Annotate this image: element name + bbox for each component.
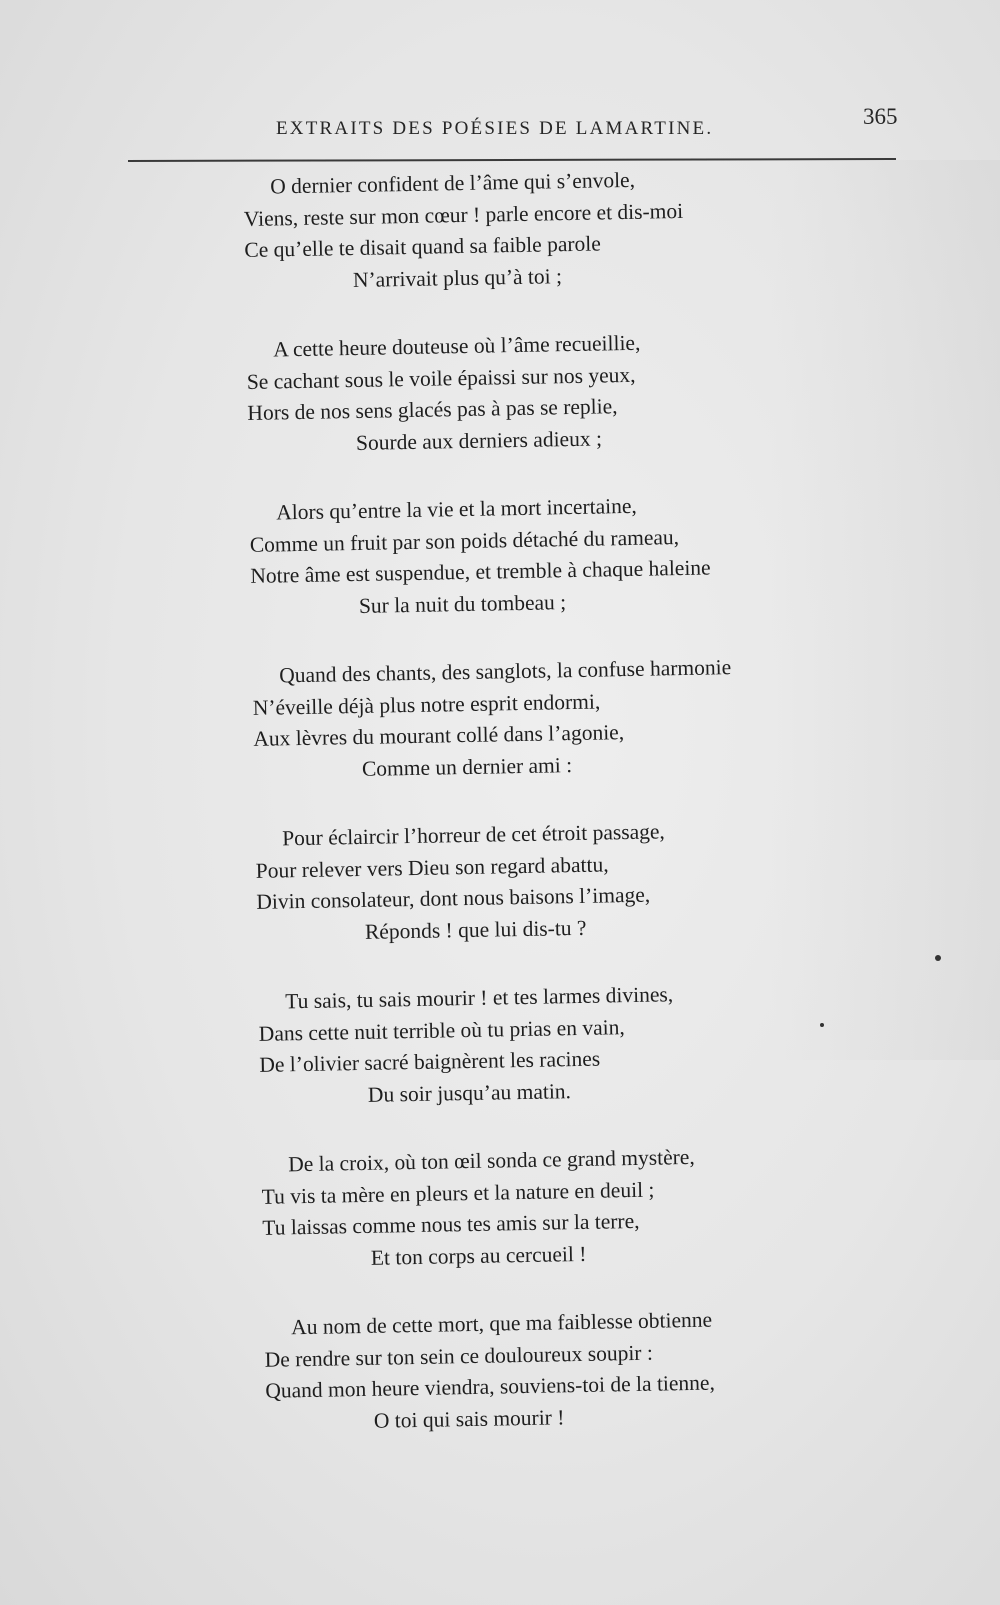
verse-line: Tu vis ta mère en pleurs et la nature en deuil ; <box>261 1177 655 1209</box>
verse-line: Tu sais, tu sais mourir ! et tes larmes divines, <box>284 982 674 1014</box>
stanza <box>246 325 808 461</box>
verse-line: O toi qui sais mourir ! <box>373 1404 565 1433</box>
stanza <box>243 162 805 298</box>
stanza <box>255 814 817 950</box>
stanza <box>252 651 814 787</box>
ink-speck <box>820 1023 824 1027</box>
ink-speck <box>935 955 941 961</box>
page-number: 365 <box>863 104 898 129</box>
verse-line: Du soir jusqu’au matin. <box>367 1078 572 1107</box>
verse-line: Divin consolateur, dont nous baisons l’image, <box>256 882 651 914</box>
verse-line: Comme un fruit par son poids détaché du rameau, <box>249 524 680 557</box>
poem-body <box>243 162 827 1476</box>
verse-line: Sur la nuit du tombeau ; <box>358 589 567 618</box>
verse-line: Se cachant sous le voile épaissi sur nos yeux, <box>246 362 636 394</box>
verse-line: Viens, reste sur mon cœur ! parle encore et dis-moi <box>243 198 684 231</box>
verse-line: Pour éclaircir l’horreur de cet étroit passage, <box>281 819 666 851</box>
verse-line: Quand des chants, des sanglots, la confuse harmonie <box>279 655 732 688</box>
verse-line: Pour relever vers Dieu son regard abattu, <box>255 851 609 883</box>
page-header <box>128 104 898 164</box>
verse-line: O dernier confident de l’âme qui s’envole, <box>270 167 636 199</box>
verse-line: Dans cette nuit terrible où tu prias en vain, <box>258 1014 625 1046</box>
verse-line: Ce qu’elle te disait quand sa faible parole <box>244 231 602 262</box>
verse-line: Hors de nos sens glacés pas à pas se replie, <box>247 394 618 425</box>
verse-line: De rendre sur ton sein ce douloureux soupir : <box>264 1340 654 1372</box>
verse-line: Et ton corps au cercueil ! <box>370 1241 587 1270</box>
verse-line: Notre âme est suspendue, et tremble à chaque haleine <box>250 555 711 588</box>
verse-line: Alors qu’entre la vie et la mort incertaine, <box>276 493 637 525</box>
stanza <box>249 488 811 624</box>
verse-line: Tu laissas comme nous tes amis sur la terre, <box>262 1208 640 1240</box>
verse-line: Quand mon heure viendra, souviens-toi de la tienne, <box>265 1370 716 1403</box>
verse-line: Sourde aux derniers adieux ; <box>355 425 603 455</box>
stanza <box>258 977 820 1113</box>
verse-line: Au nom de cette mort, que ma faiblesse obtienne <box>290 1307 713 1340</box>
verse-line: De l’olivier sacré baignèrent les racines <box>259 1046 601 1077</box>
verse-line: N’éveille déjà plus notre esprit endormi, <box>252 689 601 720</box>
verse-line: Réponds ! que lui dis-tu ? <box>364 915 587 944</box>
verse-line: De la croix, où ton œil sonda ce grand mystère, <box>287 1144 695 1177</box>
stanza <box>264 1303 826 1439</box>
verse-line: Comme un dernier ami : <box>361 752 573 781</box>
verse-line: N’arrivait plus qu’à toi ; <box>352 263 563 292</box>
stanza <box>261 1140 823 1276</box>
verse-line: Aux lèvres du mourant collé dans l’agonie, <box>253 720 625 751</box>
verse-line: A cette heure douteuse où l’âme recueillie, <box>273 330 641 362</box>
running-title: EXTRAITS DES POÉSIES DE LAMARTINE. <box>276 118 714 139</box>
